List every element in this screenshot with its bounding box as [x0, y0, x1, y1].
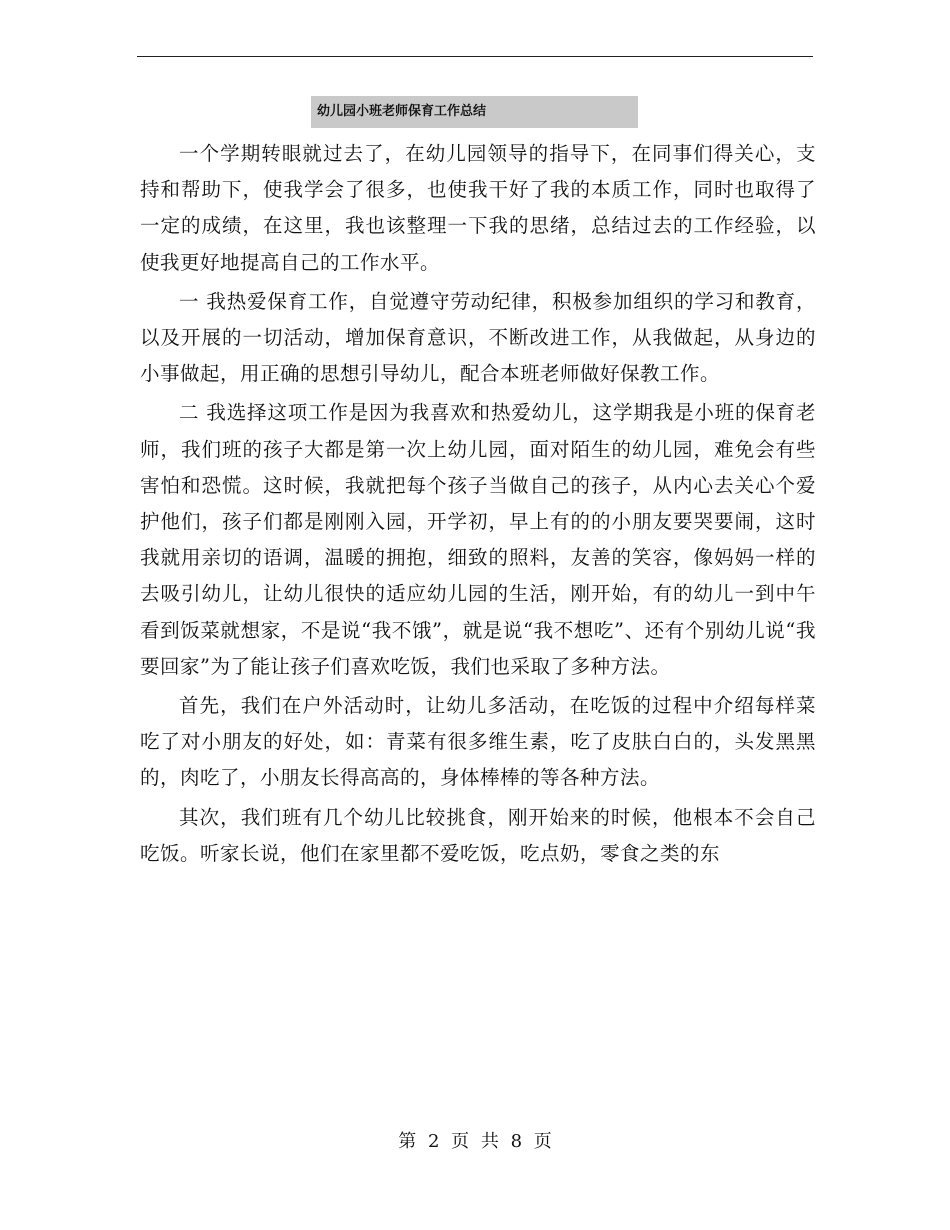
- header-rule: [137, 56, 813, 57]
- paragraph-first: 首先，我们在户外活动时，让幼儿多活动，在吃饭的过程中介绍每样菜吃了对小朋友的好处，如：青菜有很多维生素，吃了皮肤白白的，头发黑黑的，肉吃了，小朋友长得高高的，身体棒棒的等各种方法。: [140, 694, 816, 790]
- document-title: 幼儿园小班老师保育工作总结: [311, 96, 638, 128]
- document-body: [140, 136, 816, 872]
- paragraph-point-one: 一 我热爱保育工作，自觉遵守劳动纪律，积极参加组织的学习和教育，以及开展的一切活动，增加保育意识，不断改进工作，从我做起，从身边的小事做起，用正确的思想引导幼儿，配合本班老师做好保教工作。: [140, 289, 816, 386]
- paragraph-point-two: 二 我选择这项工作是因为我喜欢和热爱幼儿，这学期我是小班的保育老师，我们班的孩子大都是第一次上幼儿园，面对陌生的幼儿园，难免会有些害怕和恐慌。这时候，我就把每个孩子当做自己的孩子，从内心去关心个爱护他们，孩子们都是刚刚入园，开学初，早上有的的小朋友要哭要闹，这时我就用亲切的语调，温暖的拥抱，细致的照料，友善的笑容，像妈妈一样的去吸引幼儿，让幼儿很快的适应幼儿园的生活，刚开始，有的幼儿一到中午看到饭菜就想家，不是说“我不饿”，就是说“我不想吃”、还有个别幼儿说“我要回家”为了能让孩子们喜欢吃饭，我们也采取了多种方法。: [140, 401, 816, 678]
- page-number-footer: 第 2 页 共 8 页: [398, 1131, 552, 1152]
- paragraph-intro: 一个学期转眼就过去了，在幼儿园领导的指导下，在同事们得关心，支持和帮助下，使我学会了很多，也使我干好了我的本质工作，同时也取得了一定的成绩，在这里，我也该整理一下我的思绪，总结过去的工作经验，以使我更好地提高自己的工作水平。: [140, 142, 816, 274]
- paragraph-second: 其次，我们班有几个幼儿比较挑食，刚开始来的时候，他根本不会自己吃饭。听家长说，他们在家里都不爱吃饭，吃点奶，零食之类的东: [140, 805, 816, 865]
